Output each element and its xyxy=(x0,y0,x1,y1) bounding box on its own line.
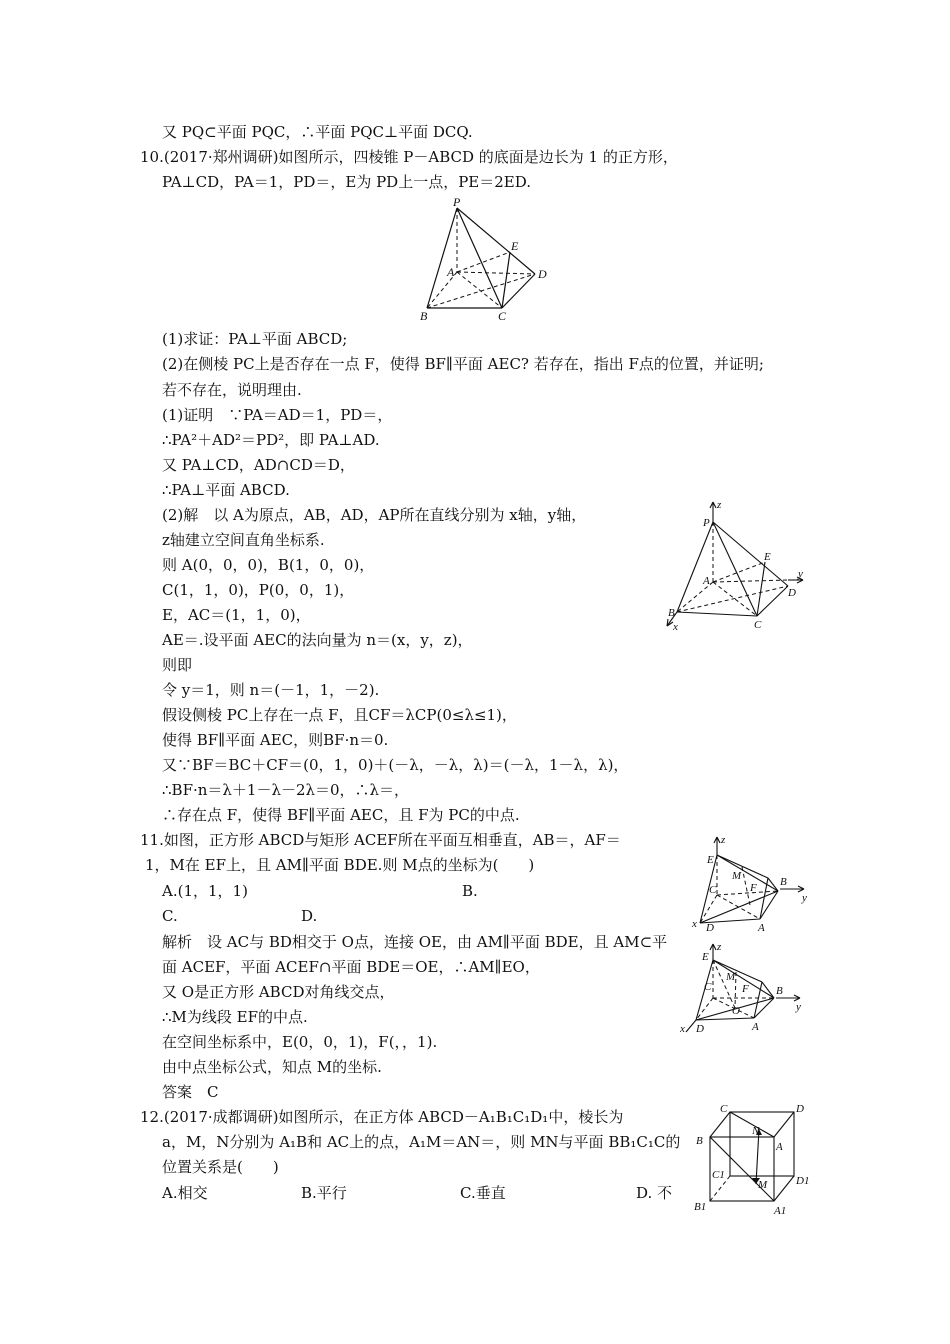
choice-b: B.平行 xyxy=(301,1184,347,1202)
text-line: 若不存在，说明理由. xyxy=(162,381,302,399)
text-line: 又 PA⊥CD，AD∩CD＝D， xyxy=(162,456,355,474)
answer-line: 答案 C xyxy=(162,1083,219,1101)
axis-label: x xyxy=(673,621,678,633)
axis-label: z xyxy=(717,499,722,511)
text-line: ∴存在点 F，使得 BF∥平面 AEC，且 F为 PC的中点. xyxy=(162,806,520,824)
choice-b: B. xyxy=(462,882,478,900)
axis-label: y xyxy=(798,568,803,580)
vertex-label: M xyxy=(726,971,736,983)
vertex-label: D xyxy=(788,587,796,599)
vertex-label: A xyxy=(752,1021,759,1033)
axis-label: y xyxy=(796,1001,801,1013)
choice-c: C.垂直 xyxy=(460,1184,506,1202)
pyramid-axes-figure xyxy=(660,498,810,633)
text-line: 又∵BF＝BC＋CF＝(0，1，0)＋(－λ，－λ，λ)＝(－λ，1－λ，λ)， xyxy=(162,756,629,774)
square-rectangle-figure xyxy=(690,833,815,931)
text-line: z轴建立空间直角坐标系. xyxy=(162,531,325,549)
vertex-label: E xyxy=(511,239,519,253)
problem-12-header: 12.(2017·成都调研)如图所示，在正方体 ABCD－A₁B₁C₁D₁中，棱长为 xyxy=(140,1108,624,1126)
text-line: C(1，1，0)，P(0，0，1)， xyxy=(162,581,355,599)
text-line: ∴M为线段 EF的中点. xyxy=(162,1008,308,1026)
choice-c: C. xyxy=(162,907,178,925)
text-line: 位置关系是( ) xyxy=(162,1158,279,1176)
text-line: (1)求证：PA⊥平面 ABCD; xyxy=(162,330,348,348)
vertex-label: A xyxy=(703,575,710,587)
vertex-label: D xyxy=(696,1023,704,1035)
text-line: 使得 BF∥平面 AEC，则BF·n＝0. xyxy=(162,731,389,749)
text-line: ∴PA⊥平面 ABCD. xyxy=(162,481,290,499)
vertex-label: P xyxy=(703,517,710,529)
vertex-label: N xyxy=(752,1125,760,1137)
pyramid-figure xyxy=(410,196,560,326)
cube-figure xyxy=(690,1100,815,1225)
text-line: 面 ACEF，平面 ACEF∩平面 BDE＝OE，∴AM∥EO， xyxy=(162,958,540,976)
vertex-label: A xyxy=(776,1141,783,1153)
vertex-label: C xyxy=(704,981,712,993)
vertex-label: M xyxy=(758,1179,768,1191)
axis-label: z xyxy=(717,941,722,953)
text-line: 解析 设 AC与 BD相交于 O点，连接 OE，由 AM∥平面 BDE，且 AM⊂平 xyxy=(162,933,668,951)
axis-label: x xyxy=(692,918,697,930)
choice-d: D. 不 xyxy=(636,1184,673,1202)
vertex-label: C xyxy=(498,309,507,323)
choice-d: D. xyxy=(301,907,318,925)
vertex-label: M xyxy=(732,870,742,882)
vertex-label: B xyxy=(780,876,787,888)
axis-label: x xyxy=(680,1023,685,1035)
vertex-label: B xyxy=(420,309,428,323)
text-line: 则 A(0，0，0)，B(1，0，0)， xyxy=(162,556,375,574)
vertex-label: B xyxy=(668,607,675,619)
text-line: (2)解 以 A为原点，AB，AD，AP所在直线分别为 x轴，y轴， xyxy=(162,506,587,524)
vertex-label: F xyxy=(750,882,757,894)
square-rectangle-o-figure xyxy=(680,940,810,1040)
text-line: 又 PQ⊂平面 PQC，∴平面 PQC⊥平面 DCQ. xyxy=(162,123,473,141)
vertex-label: C xyxy=(754,619,762,631)
vertex-label: D xyxy=(538,267,547,281)
text-line: 又 O是正方形 ABCD对角线交点， xyxy=(162,983,395,1001)
axis-label: z xyxy=(721,834,726,846)
text-line: ∴BF·n＝λ＋1－λ－2λ＝0，∴λ＝， xyxy=(162,781,410,799)
text-line: 令 y＝1，则 n＝(－1，1，－2). xyxy=(162,681,380,699)
vertex-label: O xyxy=(732,1005,740,1017)
vertex-label: B xyxy=(696,1135,703,1147)
vertex-label: D xyxy=(796,1103,804,1115)
vertex-label: D1 xyxy=(796,1175,810,1187)
text-line: 则即 xyxy=(162,656,193,674)
text-line: a，M，N分别为 A₁B和 AC上的点，A₁M＝AN＝，则 MN与平面 BB₁C₁C的 xyxy=(162,1133,681,1151)
axis-label: y xyxy=(802,892,807,904)
vertex-label: E xyxy=(764,551,771,563)
text-line: PA⊥CD，PA＝1，PD＝，E为 PD上一点，PE＝2ED. xyxy=(162,173,532,191)
vertex-label: E xyxy=(707,854,714,866)
text-line: E，AC＝(1，1，0)， xyxy=(162,606,311,624)
text-line: (2)在侧棱 PC上是否存在一点 F，使得 BF∥平面 AEC? 若存在，指出 F点的位置，并证明; xyxy=(162,355,764,373)
choice-a: A.(1，1，1) xyxy=(162,882,248,900)
text-line: 1，M在 EF上，且 AM∥平面 BDE.则 M点的坐标为( ) xyxy=(145,856,535,874)
choice-a: A.相交 xyxy=(162,1184,208,1202)
vertex-label: D xyxy=(706,922,714,931)
vertex-label: C1 xyxy=(712,1169,725,1181)
text-line: ∴PA²＋AD²＝PD²，即 PA⊥AD. xyxy=(162,431,380,449)
vertex-label: C xyxy=(720,1103,728,1115)
text-line: 假设侧棱 PC上存在一点 F，且CF＝λCP(0≤λ≤1)， xyxy=(162,706,517,724)
vertex-label: A xyxy=(758,922,765,931)
problem-10-header: 10.(2017·郑州调研)如图所示，四棱锥 P－ABCD 的底面是边长为 1 的正方形， xyxy=(140,148,678,166)
vertex-label: B xyxy=(776,985,783,997)
vertex-label: C xyxy=(709,884,717,896)
vertex-label: A xyxy=(447,265,455,279)
vertex-label: F xyxy=(742,983,749,995)
vertex-label: P xyxy=(453,196,461,209)
vertex-label: E xyxy=(702,951,709,963)
text-line: (1)证明 ∵PA＝AD＝1，PD＝， xyxy=(162,406,393,424)
text-line: 由中点坐标公式，知点 M的坐标. xyxy=(162,1058,382,1076)
text-line: 在空间坐标系中，E(0，0，1)，F(，，1). xyxy=(162,1033,438,1051)
vertex-label: B1 xyxy=(694,1201,707,1213)
problem-11-header: 11.如图，正方形 ABCD与矩形 ACEF所在平面互相垂直，AB＝，AF＝ xyxy=(140,831,621,849)
vertex-label: A1 xyxy=(774,1205,787,1217)
text-line: AE＝.设平面 AEC的法向量为 n＝(x，y，z)， xyxy=(162,631,473,649)
